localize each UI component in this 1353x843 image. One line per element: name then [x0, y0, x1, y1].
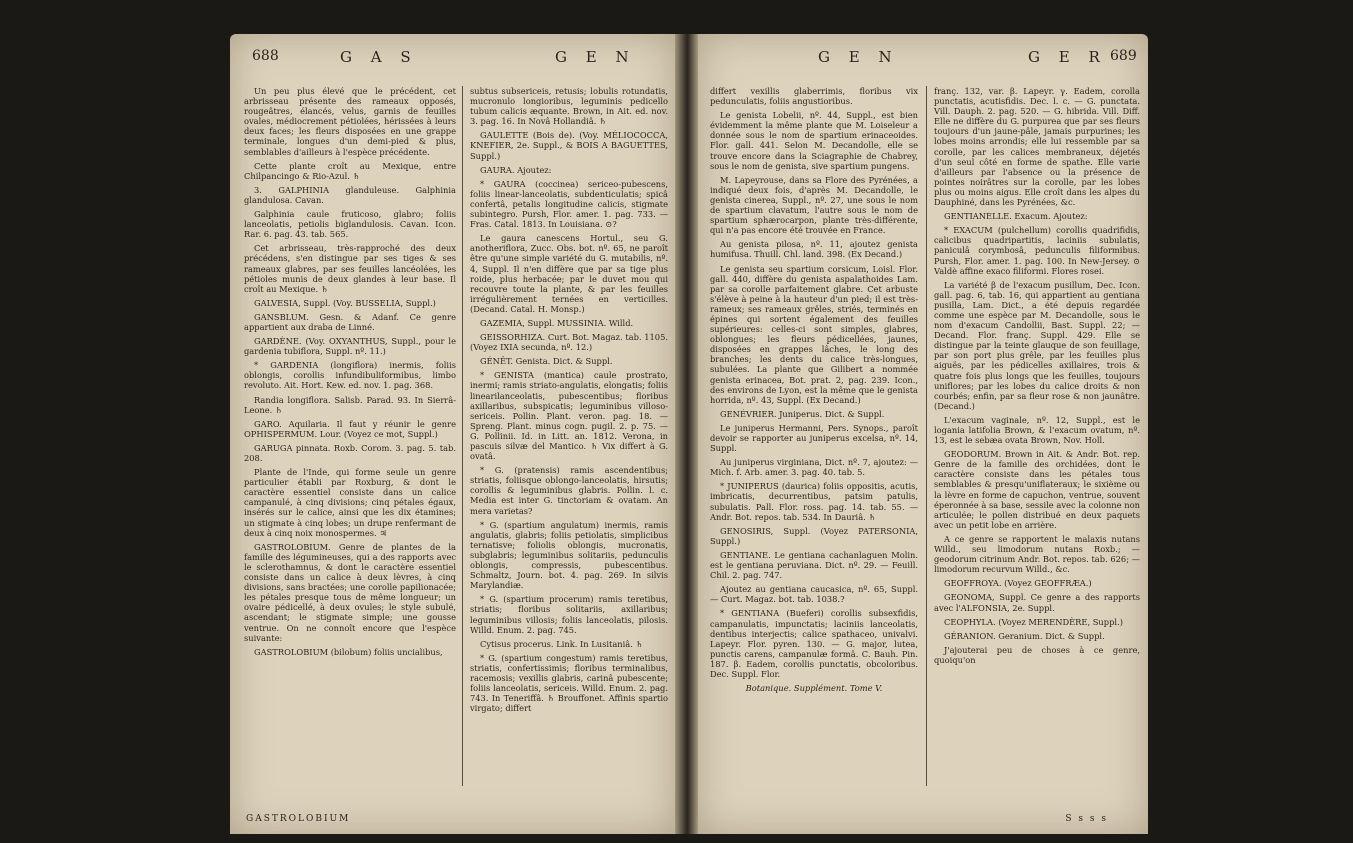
left-page [230, 34, 675, 834]
right-page-column-2 [934, 86, 1140, 669]
paragraph: * G. (pratensis) ramis ascendentibus; striatis, foliisque oblongo-lanceolatis, hirsutis; corollis & leguminibus glabris. Pollin. l. c. Media est inter G. tinctoriam & ovatam. An mera varietas? [470, 465, 668, 516]
paragraph: * GAURA (coccinea) sericeo-pubescens, foliis linear-lanceolatis, subdenticulatis; spicâ confertâ, petalis longitudine calicis, stigmate subintegro. Pursh, Flor. amer. 1. pag. 733. — Fras. Catal. 1813. In Louisiana. ⊙? [470, 178, 668, 230]
paragraph: Le genista seu spartium corsicum, Loisl. Flor. gall. 440, diffère du genista aspalathoides Lam. par sa corolle parfaitement glabre. Cet arbuste s'élève à peine à la hauteur d'un pied; il est très-rameux; ses rameaux grêles, striés, terminés en épines qui sortent également des feuilles supérieures: celles-ci sont simples, glabres, oblongues; les fleurs pédicellées, jaunes, disposées en grappes lâches, le long des branches; les dents du calice très-longues, subulées. La plante que Gilibert a nommée genista erinacea, Bot. prat. 2, pag. 239. Icon., des environs de Lyon, est la même que le genista horrida, nº. 43, Suppl. (Ex Decand.) [710, 263, 918, 405]
left-page-column-1 [244, 86, 456, 661]
entry: GANSBLUM. Gesn. & Adanf. Ce genre appartient aux draba de Linné. [244, 311, 456, 332]
paragraph: GASTROLOBIUM (bilobum) foliis uncialibus, [254, 646, 443, 657]
paragraph: * G. (spartium procerum) ramis teretibus, striatis; floribus solitariis, axillaribus; leguminibus villosis; foliis lanceolatis, pilosis. Willd. Enum. 2. pag. 745. [470, 594, 668, 635]
entry: GARO. Aquilaria. Il faut y réunir le genre OPHISPERMUM. Lour. (Voyez ce mot, Suppl.) [244, 418, 456, 439]
paragraph: * JUNIPERUS (daurica) foliis oppositis, acutis, imbricatis, decurrentibus, patsim patulis, subulatis. Pall. Flor. ross. pag. 14. tab. 55. — Andr. Bot. repos. tab. 534. In Dauriâ. ♄ [710, 481, 918, 522]
entry: 3. GALPHINIA glanduleuse. Galphinia glandulosa. Cavan. [244, 184, 456, 205]
paragraph: Au genista pilosa, nº. 11, ajoutez genista humifusa. Thuill. Chl. land. 398. (Ex Decand.) [710, 239, 918, 260]
entry: GALVESIA, Suppl. (Voy. BUSSELIA, Suppl.) [254, 297, 436, 308]
paragraph: * GENISTA (mantica) caule prostrato, inermi; ramis striato-angulatis, elongatis; foliis linearilanceolatis, pubescentibus; floribus axillaribus, subspicatis; leguminibus villoso-sericeis. Pollin. Plant. veron. pag. 18. — Spreng. Plant. minus cogn. pugil. 2. p. 75. — G. Pollinii. Id. in Litt. an. 1812. Verona, in pascuis silvæ del Mantico. ♄ Vix differt à G. ovatâ. [470, 370, 668, 462]
paragraph: * EXACUM (pulchellum) corollis quadrifidis, calicibus quadripartitis, laciniis subulatis, paniculâ corymbosâ, pedunculis filiformibus. Pursh, Flor. amer. 1. pag. 100. In New-Jersey. ⊙ Valdè affine exaco filiformi. Flores rosei. [934, 225, 1140, 276]
paragraph: L'exacum vaginale, nº. 12, Suppl., est le logania latifolia Brown, & l'exacum ovatum, nº. 13, est le sebæa ovata Brown, Nov. Holl. [934, 414, 1140, 446]
paragraph: franç. 132, var. β. Lapeyr. γ. Eadem, corolla punctatis, acutisfidis. Dec. l. c. — G. punctata. Vill. Dauph. 2. pag. 520. — G. hibrida. Vill. Diff. Elle ne diffère du G. purpurea que par ses fleurs toujours d'un jaune-pâle, jamais purpurines; les lobes moins arrondis; elle lui ressemble par sa corolle, par les calices membraneux, déjetés d'un seul côté en forme de spathe. Elle varie d'ailleurs par l'absence ou la présence de pointes noirâtres sur la corolle, par les lobes plus ou moins aigus. Elle croît dans les alpes du Dauphiné, dans les Pyrénées, &c. [934, 86, 1140, 208]
right-page [698, 34, 1148, 834]
entry: GENOSIRIS, Suppl. (Voyez PATERSONIA, Suppl.) [710, 525, 918, 546]
entry: GAZEMIA, Suppl. MUSSINIA. Willd. [480, 317, 634, 328]
paragraph: Plante de l'Inde, qui forme seule un genre particulier établi par Roxburg, & dont le caractère essentiel consiste dans un calice campanulé, à cinq divisions; cinq pétales égaux, insérés sur le calice, ainsi que les dix étamines; un stigmate à cinq lobes; un drupe renfermant de deux à cinq noix monospermes. ♃ [244, 467, 456, 538]
paragraph: Le gaura canescens Hortul., seu G. anotheriflora, Zucc. Obs. bot. nº. 65, ne paroît être qu'une simple variété du G. mutabilis, nº. 4, Suppl. Il n'en diffère que par sa tige plus roide, plus herbacée; par le duvet mou qui recouvre toute la plante, & par les feuilles irrégulièrement ternées en verticilles. (Decand. Catal. H. Monsp.) [470, 233, 668, 314]
paragraph: differt vexillis glaberrimis, floribus vix pedunculatis, foliis angustioribus. [710, 86, 918, 107]
entry: GEISSORHIZA. Curt. Bot. Magaz. tab. 1105. (Voyez IXIA secunda, nº. 12.) [470, 332, 668, 353]
paragraph: J'ajouterai peu de choses à ce genre, quoiqu'on [934, 644, 1140, 665]
paragraph: La variété β de l'exacum pusillum, Dec. Icon. gall. pag. 6, tab. 16, qui appartient au gentiana pusilla, Lam. Dict., a été depuis regardée comme une espèce par M. Decandolle, sous le nom d'exacum Candollii, Bast. Suppl. 22; — Decand. Flor. franç. Suppl. 429. Elle se distingue par la teinte glauque de son feuillage, par son port plus grêle, par les feuilles plus aiguës, par les pédicelles axillaires, trois & quatre fois plus longs que les feuilles, toujours uniflores; par les lobes du calice droits & non courbés; enfin, par sa fleur rose & non jaunâtre. (Decand.) [934, 279, 1140, 411]
page-signature: S s s s [1065, 814, 1108, 824]
paragraph: Cytisus procerus. Link. In Lusitaniâ. ♄ [480, 638, 643, 649]
book-gutter [675, 34, 698, 834]
running-head-right: G E N [818, 48, 899, 66]
entry: GARUGA pinnata. Roxb. Corom. 3. pag. 5. tab. 208. [244, 442, 456, 463]
entry: GENTIANE. Le gentiana cachanlaguen Molin. est le gentiana peruviana. Dict. nº. 29. — Feuill. Chil. 2. pag. 747. [710, 549, 918, 581]
paragraph: subtus subsericeis, retusis; lobulis rotundatis, mucronulo longioribus, leguminis pedicello tubum calicis æquante. Brown, in Ait. ed. nov. 3. pag. 16. In Novâ Hollandiâ. ♄ [470, 86, 668, 127]
paragraph: Cette plante croît au Mexique, entre Chilpancingo & Rio-Azul. ♄ [244, 160, 456, 181]
paragraph: Ajoutez au gentiana caucasica, nº. 65, Suppl. — Curt. Magaz. bot. tab. 1038.? [710, 584, 918, 605]
entry: GÉRANION. Geranium. Dict. & Suppl. [944, 630, 1105, 641]
entry: GEOFFROYA. (Voyez GEOFFRÆA.) [944, 578, 1092, 589]
running-head-right-2: G E R [1028, 48, 1107, 66]
entry: GEODORUM. Brown in Ait. & Andr. Bot. rep. Genre de la famille des orchidées, dont le caractère consiste dans les pétales tous semblables & presqu'uniflateraux; le sixième ou la lèvre en forme de capuchon, ventrue, souvent éperonnée à sa base, sessile avec la colonne non articulée; le pollen distribué en deux paquets avec un petit lobe en arrière. [934, 449, 1140, 530]
paragraph: Le juniperus Hermanni, Pers. Synops., paroît devoir se rapporter au juniperus excelsa, nº. 14, Suppl. [710, 422, 918, 454]
entry: GARDÈNE. (Voy. OXYANTHUS, Suppl., pour le gardenia tubiflora, Suppl. nº. 11.) [244, 336, 456, 357]
paragraph: Au juniperus virginiana, Dict. nº. 7, ajoutez: — Mich. f. Arb. amer. 3. pag. 40. tab. 5. [710, 457, 918, 478]
running-head-left: G A S [340, 48, 418, 66]
entry: CEOPHYLA. (Voyez MERENDÈRE, Suppl.) [944, 616, 1123, 627]
paragraph: Cet arbrisseau, très-rapproché des deux précédens, s'en distingue par ses tiges & ses rameaux glabres, par ses feuilles lancéolées, les pétioles munis de deux glandes à leur base. Il croît au Mexique. ♄ [244, 243, 456, 294]
entry: GAURA. Ajoutez: [480, 164, 552, 175]
right-page-column-1 [710, 86, 918, 697]
footer-title: Botanique. Supplément. Tome V. [745, 683, 883, 694]
entry: GAULETTE (Bois de). (Voy. MÉLIOCOCCA, KNEFIER, 2e. Suppl., & BOIS A BAGUETTES, Suppl.) [470, 130, 668, 161]
paragraph: * G. (spartium congestum) ramis teretibus, striatis, confertissimis; floribus terminalibus, racemosis; vexillis glabris, carinâ pubescente; foliis lanceolatis, sericeis. Willd. Enum. 2. pag. 743. In Teneriffâ. ♄ Brouffonet. Affinis spartio virgato; differt [470, 652, 668, 714]
paragraph: Un peu plus élevé que le précédent, cet arbrisseau présente des rameaux opposés, rougeâtres, élancés, velus, garnis de feuilles ovales, médiocrement pétiolées, hérissées à leurs deux faces; les fleurs disposées en une grappe terminale, longues d'un demi-pied & plus, semblables d'ailleurs à l'espèce précédente. [244, 86, 456, 157]
page-signature: GASTROLOBIUM [246, 814, 351, 824]
entry: GENÉVRIER. Juniperus. Dict. & Suppl. [720, 408, 885, 419]
paragraph: Galphinia caule fruticoso, glabro; foliis lanceolatis, petiolis biglandulosis. Cavan. Icon. Rar. 6. pag. 43. tab. 565. [244, 209, 456, 240]
page-number-right: 689 [1110, 48, 1137, 64]
entry: GÉNÊT. Genista. Dict. & Suppl. [480, 356, 613, 367]
page-number-left: 688 [252, 48, 279, 64]
entry: GENTIANELLE. Exacum. Ajoutez: [944, 211, 1088, 222]
paragraph: * GENTIANA (Bueferi) corollis subsexfidis, campanulatis, impunctatis; laciniis lanceolatis, dentibus interjectis; calice spathaceo, univalvi. Lapeyr. Flor. pyren. 130. — G. major, lutea, punctis carens, campanulæ formâ. C. Bauh. Pin. 187. β. Eadem, corollis punctatis, obcoloribus. Dec. Suppl. Flor. [710, 608, 918, 679]
running-head-left-2: G E N [555, 48, 636, 66]
paragraph: Le genista Lobelii, nº. 44, Suppl., est bien évidemment la même plante que M. Loiseleur a donnée sous le nom de spartium erinaceoides. Flor. gall. 441. Selon M. Decandolle, elle se trouve encore dans la Sciagraphie de Chabrey, sous le nom de genista, sive spartium pungens. [710, 110, 918, 171]
paragraph: A ce genre se rapportent le malaxis nutans Willd., seu limodorum nutans Roxb.; — geodorum citrinum Andr. Bot. repos. tab. 626; — limodorum recurvum Willd., &c. [934, 533, 1140, 575]
paragraph: * G. (spartium angulatum) inermis, ramis angulatis, glabris; foliis petiolatis, simplicibus ternatisve; foliolis oblongis, mucronatis, subglabris; leguminibus solitariis, pedunculis oblongis, compressis, pubescentibus. Schmaltz, Journ. bot. 4. pag. 269. In silvis Marylandiæ. [470, 519, 668, 591]
entry: GASTROLOBIUM. Genre de plantes de la famille des légumineuses, qui a des rapports avec le sclerothamnus, & dont le caractère essentiel consiste dans un calice à deux lèvres, à cinq divisions, sans bractées; une corolle papilionacée; les pétales presque tous de même longueur; un ovaire pédicellé, à deux ovules; le style subulé, ascendant; le stigmate simple; une gousse ventrue. On ne connoît encore que l'espèce suivante: [244, 541, 456, 643]
column-rule [462, 86, 463, 786]
paragraph: * GARDENIA (longiflora) inermis, foliis oblongis, corollis infundibuliformibus, limbo revoluto. Ait. Hort. Kew. ed. nov. 1. pag. 368. [244, 360, 456, 391]
paragraph: M. Lapeyrouse, dans sa Flore des Pyrénées, a indiqué deux fois, d'après M. Decandolle, le genista cinerea, Suppl., nº. 27, une sous le nom de spartium clavatum, l'autre sous le nom de spartium sphærocarpon, plante très-différente, qui n'a pas encore été trouvée en France. [710, 174, 918, 236]
entry: GEONOMA, Suppl. Ce genre a des rapports avec l'ALFONSIA, 2e. Suppl. [934, 592, 1140, 613]
left-page-column-2 [470, 86, 668, 717]
paragraph: Randia longiflora. Salisb. Parad. 93. In Sierrâ-Leone. ♄ [244, 394, 456, 415]
column-rule [926, 86, 927, 786]
